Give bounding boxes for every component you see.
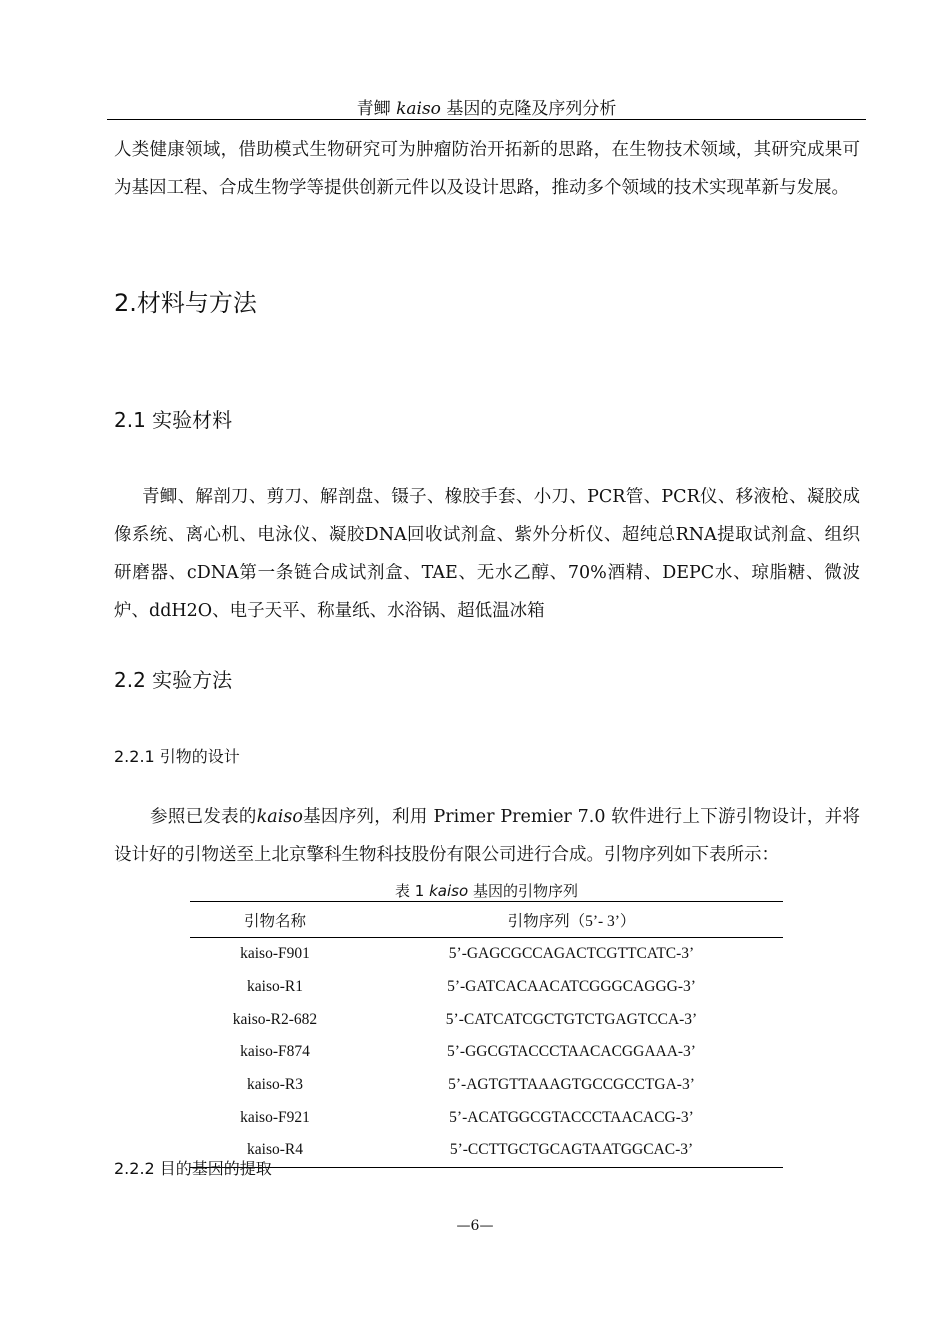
header-title-prefix: 青鲫 — [356, 99, 391, 119]
section-title-materials-methods: 2.材料与方法 — [114, 289, 257, 317]
primer-text-after: 基因序列，利用 Primer Premier 7.0 软件进行上下游引物设计，并将设计好的引物送至上北京擎科生物科技股份有限公司进行合成。引物序列如下表所示： — [114, 807, 860, 865]
table-header-row — [190, 902, 783, 938]
primer-name-cell: kaiso-R1 — [247, 978, 303, 996]
primer-name-cell: kaiso-F901 — [240, 945, 310, 963]
table-row — [190, 1003, 783, 1036]
table-caption-italic: kaiso — [429, 882, 469, 900]
primer-sequence-cell: 5’-CATCATCGCTGTCTGAGTCCA-3’ — [445, 1010, 698, 1028]
intro-paragraph: 人类健康领域，借助模式生物研究可为肿瘤防治开拓新的思路，在生物技术领域，其研究成果可为基因工程、合成生物学等提供创新元件以及设计思路，推动多个领域的技术实现革新与发展。 — [114, 140, 860, 198]
header-primer-sequence: 引物序列（5’- 3’） — [360, 902, 783, 938]
primer-name-cell: kaiso-R2-682 — [232, 1010, 318, 1028]
header-title-italic: kaiso — [396, 99, 441, 119]
subsubsection-title-primer-design: 2.2.1 引物的设计 — [114, 747, 240, 766]
primer-sequence-cell: 5’-AGTGTTAAAGTGCCGCCTGA-3’ — [448, 1076, 695, 1094]
table-caption-prefix: 表 1 — [395, 882, 425, 900]
table-caption-suffix: 基因的引物序列 — [472, 882, 578, 900]
header-title-suffix: 基因的克隆及序列分析 — [446, 99, 617, 119]
table-row — [190, 1069, 783, 1102]
subsection-title-methods: 2.2 实验方法 — [114, 668, 233, 692]
table-caption — [190, 880, 783, 901]
primer-text-italic: kaiso — [256, 807, 303, 827]
primer-sequence-cell: 5’-CCTTGCTGCAGTAATGGCAC-3’ — [360, 1134, 783, 1167]
primer-text-before: 参照已发表的 — [150, 807, 257, 827]
running-header — [107, 94, 866, 119]
table-row — [190, 938, 783, 971]
primer-name-cell: kaiso-R4 — [190, 1134, 360, 1167]
header-divider — [107, 119, 866, 120]
subsection-title-materials: 2.1 实验材料 — [114, 408, 233, 432]
primer-name-cell: kaiso-F874 — [240, 1043, 310, 1061]
primer-name-cell: kaiso-F921 — [240, 1108, 310, 1126]
header-primer-name: 引物名称 — [190, 902, 360, 938]
primer-name-cell: kaiso-R3 — [247, 1076, 303, 1094]
table-row — [190, 1036, 783, 1069]
primer-design-paragraph — [114, 798, 860, 874]
primer-table — [190, 901, 783, 1168]
primer-sequence-cell: 5’-ACATGGCGTACCCTAACACG-3’ — [449, 1108, 694, 1126]
primer-sequence-cell: 5’-GAGCGCCAGACTCGTTCATC-3’ — [448, 945, 695, 963]
table-row — [190, 1134, 783, 1167]
subsubsection-title-gene-extraction: 2.2.2 目的基因的提取 — [114, 1159, 272, 1178]
materials-paragraph: 青鲫、解剖刀、剪刀、解剖盘、镊子、橡胶手套、小刀、PCR管、PCR仪、移液枪、凝胶成像系统、离心机、电泳仪、凝胶DNA回收试剂盒、紫外分析仪、超纯总RNA提取试剂盒、组织研磨器、cDNA第一条链合成试剂盒、TAE、无水乙醇、70%酒精、DEPC水、琼脂糖、微波炉、ddH2O、电子天平、称量纸、水浴锅、超低温冰箱 — [114, 487, 860, 621]
table-row — [190, 1101, 783, 1134]
page-number: —6— — [456, 1218, 494, 1234]
primer-sequence-cell: 5’-GGCGTACCCTAACACGGAAA-3’ — [447, 1043, 696, 1061]
table-row — [190, 971, 783, 1004]
primer-sequence-cell: 5’-GATCACAACATCGGGCAGGG-3’ — [447, 978, 696, 996]
